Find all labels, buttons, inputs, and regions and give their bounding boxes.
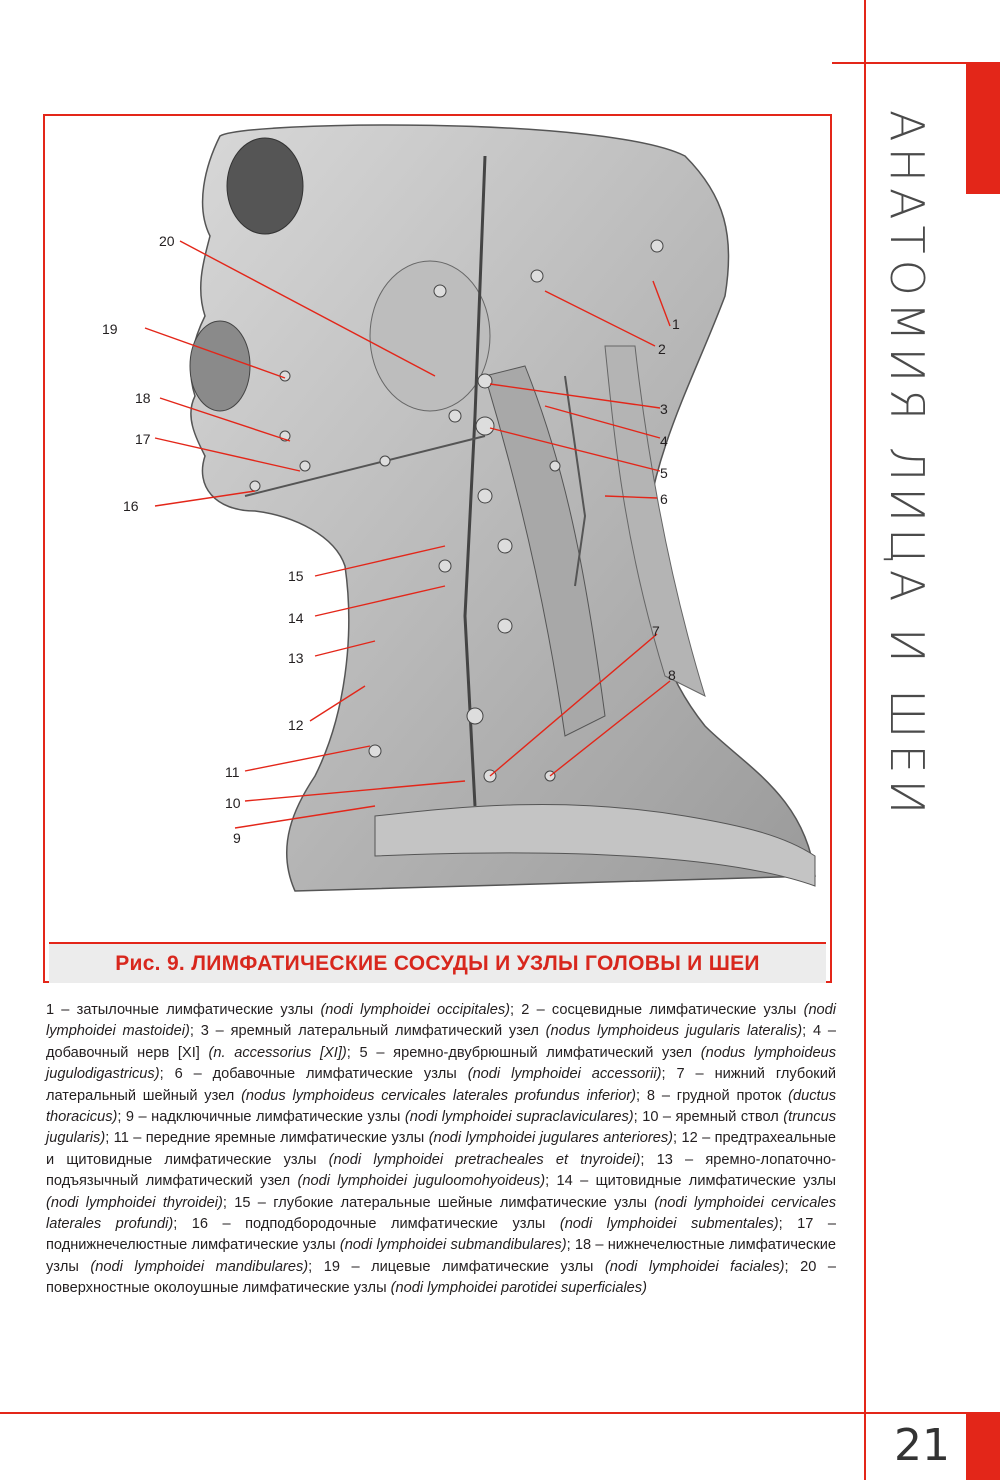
figure-label-9: 9 bbox=[233, 830, 241, 846]
legend-entry-term: глубокие латеральные шейные лимфатические узлы bbox=[273, 1194, 647, 1211]
legend-entry: 4 – добавочный нерв [XI] (n. accessorius [XI]); bbox=[46, 1023, 837, 1061]
legend-entry-latin: (nodi lymphoidei accessorii) bbox=[467, 1066, 662, 1083]
legend-entry: 7 – нижний глубокий латеральный шейный узел (nodus lymphoideus cervicales laterales profundus inferior); bbox=[46, 1066, 836, 1104]
legend-entry-number: 2 bbox=[521, 1002, 530, 1018]
legend-entry-term: затылочные лимфатические узлы bbox=[76, 1002, 314, 1018]
legend-entry-number: 18 bbox=[574, 1237, 592, 1254]
legend-entry-latin: (nodi lymphoidei supraclaviculares) bbox=[404, 1109, 634, 1126]
legend-entry: 6 – добавочные лимфатические узлы (nodi lymphoidei accessorii); bbox=[174, 1066, 677, 1083]
figure-frame bbox=[43, 114, 832, 983]
legend-entry: 12 – предтрахеальные и щитовидные лимфатические узлы (nodi lymphoidei pretracheales et tnyroidei); bbox=[46, 1130, 836, 1168]
legend-entry: 8 – грудной проток (ductus thoracicus); bbox=[46, 1087, 836, 1126]
legend-entry-latin: (nodi lymphoidei occipitales) bbox=[320, 1002, 511, 1018]
legend-entry-number: 8 bbox=[646, 1087, 656, 1104]
legend-entry: 10 – яремный ствол (truncus jugularis); bbox=[46, 1109, 836, 1147]
figure-label-3: 3 bbox=[660, 401, 668, 417]
legend-entry-number: 1 bbox=[46, 1002, 55, 1018]
legend-entry-latin: (nodi lymphoidei parotidei superficiales) bbox=[390, 1280, 647, 1297]
legend-entry: 2 – сосцевидные лимфатические узлы (nodi lymphoidei mastoidei); bbox=[46, 1002, 837, 1040]
legend-entry: 3 – яремный латеральный лимфатический узел (nodus lymphoideus jugularis lateralis); bbox=[200, 1023, 813, 1040]
legend-entry: 19 – лицевые лимфатические узлы (nodi lymphoidei faciales); bbox=[323, 1258, 801, 1275]
legend-entry-latin: (nodi lymphoidei submentales) bbox=[559, 1216, 779, 1233]
figure-label-14: 14 bbox=[288, 610, 304, 626]
legend-entry-number: 6 bbox=[174, 1066, 183, 1083]
legend-entry: 17 – поднижнечелюстные лимфатические узлы (nodi lymphoidei submandibulares); bbox=[46, 1216, 837, 1254]
legend-entry-term: лицевые лимфатические узлы bbox=[371, 1258, 594, 1275]
legend-entry-latin: (nodi lymphoidei thyroidei) bbox=[46, 1194, 223, 1211]
chapter-tab-marker bbox=[966, 64, 1000, 194]
legend-entry-term: предтрахеальные и щитовидные лимфатические узлы bbox=[46, 1130, 836, 1168]
parotid-gland-shape bbox=[370, 261, 490, 411]
legend-entry-term: нижнечелюстные лимфатические узлы bbox=[46, 1237, 837, 1275]
legend-entry-latin: (nodi lymphoidei juguloomohyoideus) bbox=[297, 1173, 546, 1190]
page-corner-marker bbox=[966, 1414, 1000, 1480]
figure-label-2: 2 bbox=[658, 341, 666, 357]
legend-entry-latin: (nodi lymphoidei jugulares anteriores) bbox=[428, 1130, 674, 1147]
figure-caption: Рис. 9. ЛИМФАТИЧЕСКИЕ СОСУДЫ И УЗЛЫ ГОЛОВЫ И ШЕИ bbox=[115, 951, 760, 975]
margin-rule-vertical bbox=[864, 0, 866, 1480]
legend-entry-number: 20 bbox=[800, 1258, 817, 1275]
legend-entry-latin: (ductus thoracicus) bbox=[46, 1087, 836, 1126]
legend-entry-number: 14 bbox=[556, 1173, 573, 1190]
head-neck-silhouette bbox=[191, 125, 815, 891]
legend-entry-number: 16 bbox=[191, 1216, 209, 1233]
figure-label-19: 19 bbox=[102, 321, 118, 337]
legend-entry: 20 – поверхностные околоушные лимфатические узлы (nodi lymphoidei parotidei superficiales) bbox=[46, 1258, 837, 1297]
legend-entry: 1 – затылочные лимфатические узлы (nodi lymphoidei occipitales); bbox=[46, 1002, 522, 1018]
legend-entry-number: 4 bbox=[812, 1023, 822, 1040]
legend-entry-term: нижний глубокий латеральный шейный узел bbox=[46, 1066, 836, 1104]
legend-entry-latin: (nodus lymphoideus cervicales laterales profundus inferior) bbox=[241, 1087, 637, 1104]
legend-entry-latin: (nodi lymphoidei pretracheales et tnyroidei) bbox=[328, 1151, 641, 1168]
legend-entry: 5 – яремно-двубрюшный лимфатический узел (nodus lymphoideus jugulodigastricus); bbox=[46, 1044, 836, 1083]
legend-entry-number: 3 bbox=[200, 1023, 209, 1040]
legend-entry-number: 10 bbox=[642, 1109, 659, 1126]
legend-entry-number: 19 bbox=[323, 1258, 340, 1275]
figure-label-20: 20 bbox=[159, 233, 175, 249]
anatomical-illustration bbox=[45, 116, 830, 941]
legend-entry-term: яремный ствол bbox=[675, 1109, 779, 1126]
legend-entry-latin: (nodus lymphoideus jugulodigastricus) bbox=[46, 1044, 836, 1083]
legend-entry-term: добавочные лимфатические узлы bbox=[212, 1066, 457, 1083]
legend-entry-latin: (nodi lymphoidei mastoidei) bbox=[46, 1002, 837, 1040]
margin-rule-bottom bbox=[0, 1412, 1000, 1414]
figure-caption-bar bbox=[49, 942, 826, 983]
figure-label-16: 16 bbox=[123, 498, 139, 514]
legend-entry-latin: (nodi lymphoidei submandibulares) bbox=[339, 1237, 567, 1254]
figure-label-18: 18 bbox=[135, 390, 151, 406]
legend-entry-latin: (nodi lymphoidei mandibulares) bbox=[90, 1258, 309, 1275]
legend-entry-latin: (n. accessorius [XI]) bbox=[208, 1044, 347, 1061]
legend-entry-term: надключичные лимфатические узлы bbox=[151, 1109, 401, 1126]
legend-entry-latin: (nodi lymphoidei cervicales laterales profundi) bbox=[46, 1194, 837, 1233]
legend-entry-term: поднижнечелюстные лимфатические узлы bbox=[46, 1237, 336, 1254]
legend-entry-term: яремно-лопаточно-подъязычный лимфатический узел bbox=[46, 1151, 836, 1190]
orbit-shape bbox=[227, 138, 303, 234]
figure-label-5: 5 bbox=[660, 465, 668, 481]
legend-entry: 15 – глубокие латеральные шейные лимфатические узлы (nodi lymphoidei cervicales laterales profundi); bbox=[46, 1194, 837, 1233]
figure-label-1: 1 bbox=[672, 316, 680, 332]
legend-entry-number: 12 bbox=[681, 1130, 698, 1147]
legend-entry-term: подподбородочные лимфатические узлы bbox=[245, 1216, 546, 1233]
legend-entry-latin: (truncus jugularis) bbox=[46, 1109, 836, 1147]
figure-label-6: 6 bbox=[660, 491, 668, 507]
legend-entry: 14 – щитовидные лимфатические узлы (nodi lymphoidei thyroidei); bbox=[46, 1173, 836, 1211]
figure-label-11: 11 bbox=[225, 764, 240, 780]
figure-label-4: 4 bbox=[660, 433, 668, 449]
legend-entry: 16 – подподбородочные лимфатические узлы (nodi lymphoidei submentales); bbox=[191, 1216, 798, 1233]
legend-entry-latin: (nodus lymphoideus jugularis lateralis) bbox=[545, 1023, 803, 1040]
chapter-side-title bbox=[868, 110, 964, 821]
lips-shape bbox=[190, 321, 250, 411]
legend-entry: 18 – нижнечелюстные лимфатические узлы (nodi lymphoidei mandibulares); bbox=[46, 1237, 837, 1275]
legend-entry-number: 17 bbox=[797, 1216, 814, 1233]
chapter-title-text: АНАТОМИЯ ЛИЦА И ШЕИ bbox=[880, 110, 934, 821]
figure-label-10: 10 bbox=[225, 795, 241, 811]
figure-label-17: 17 bbox=[135, 431, 151, 447]
legend-entry-term: щитовидные лимфатические узлы bbox=[595, 1173, 836, 1190]
legend-entry-number: 15 bbox=[234, 1194, 251, 1211]
figure-label-12: 12 bbox=[288, 717, 304, 733]
figure-label-13: 13 bbox=[288, 650, 304, 666]
legend-entry-term: поверхностные околоушные лимфатические узлы bbox=[46, 1280, 387, 1297]
legend-entry-number: 9 bbox=[125, 1109, 135, 1126]
legend-entry: 13 – яремно-лопаточно-подъязычный лимфатический узел (nodi lymphoidei juguloomohyoideus); bbox=[46, 1151, 836, 1190]
legend-entry-term: сосцевидные лимфатические узлы bbox=[551, 1002, 797, 1018]
legend-entry-term: передние яремные лимфатические узлы bbox=[145, 1130, 425, 1147]
page-number: 21 bbox=[894, 1420, 950, 1471]
legend-entry-latin: (nodi lymphoidei faciales) bbox=[604, 1258, 785, 1275]
figure-label-15: 15 bbox=[288, 568, 304, 584]
legend-entry: 11 – передние яремные лимфатические узлы (nodi lymphoidei jugulares anteriores); bbox=[113, 1130, 682, 1147]
legend-entry-number: 5 bbox=[359, 1044, 368, 1061]
legend-entry: 9 – надключичные лимфатические узлы (nodi lymphoidei supraclaviculares); bbox=[125, 1109, 643, 1126]
legend-entry-term: добавочный нерв [XI] bbox=[46, 1044, 200, 1061]
legend-entry-term: яремный латеральный лимфатический узел bbox=[230, 1023, 539, 1040]
legend-entry-number: 13 bbox=[656, 1151, 673, 1168]
legend-entry-term: грудной проток bbox=[676, 1087, 782, 1104]
legend-entry-number: 7 bbox=[676, 1066, 685, 1083]
legend-entry-term: яремно-двубрюшный лимфатический узел bbox=[393, 1044, 693, 1061]
figure-label-8: 8 bbox=[668, 667, 676, 683]
legend-entry-number: 11 bbox=[113, 1130, 129, 1147]
figure-label-7: 7 bbox=[652, 623, 660, 639]
figure-legend bbox=[46, 1000, 836, 1300]
